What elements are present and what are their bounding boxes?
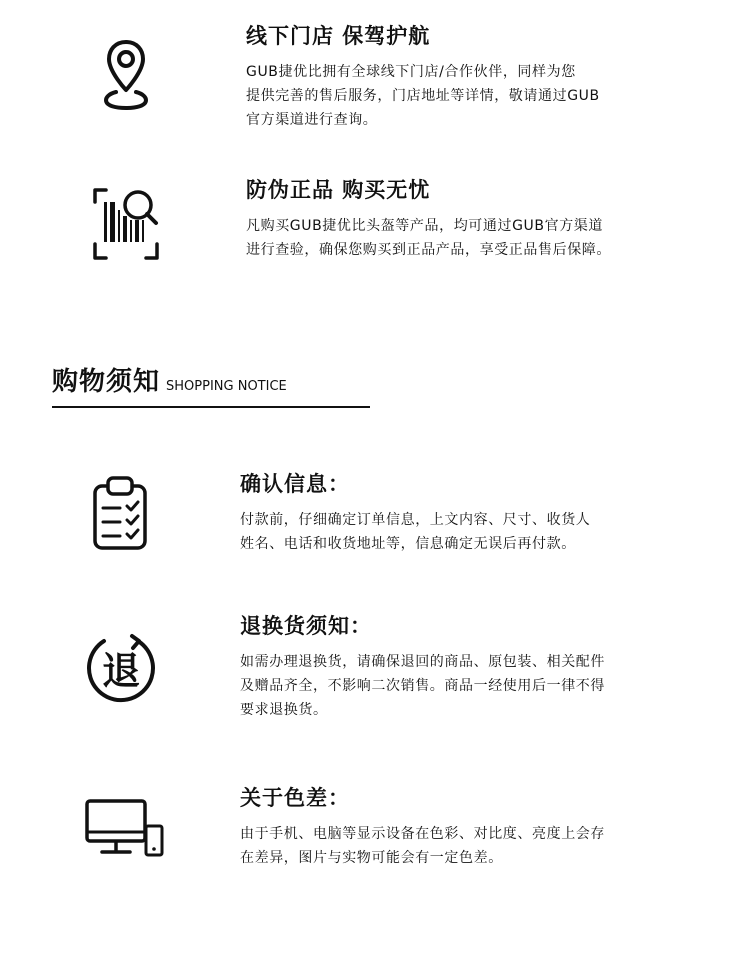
location-pin-icon (100, 36, 152, 112)
text-line: 要求退换货。 (240, 702, 328, 718)
return-section-title: 退换货须知： (240, 614, 372, 638)
text-line: 如需办理退换货，请确保退回的商品、原包装、相关配件 (240, 654, 605, 670)
text-line: 付款前，仔细确定订单信息，上文内容、尺寸、收货人 (240, 512, 591, 528)
text-line: 姓名、电话和收货地址等，信息确定无误后再付款。 (240, 536, 576, 552)
confirm-section-text (240, 508, 590, 556)
color-section-text (240, 822, 605, 870)
text-line: 及赠品齐全，不影响二次销售。商品一经使用后一律不得 (240, 678, 605, 694)
text-line: 凡购买GUB捷优比头盔等产品，均可通过GUB官方渠道 (246, 218, 603, 234)
notice-title: 购物须知 (52, 367, 161, 397)
confirm-section-title: 确认信息： (240, 472, 350, 496)
shopping-notice-heading (52, 362, 370, 408)
return-circle-icon (82, 632, 160, 710)
monitor-phone-icon (84, 798, 166, 858)
text-line: 由于手机、电脑等显示设备在色彩、对比度、亮度上会存 (240, 826, 605, 842)
authentic-section-text (246, 214, 611, 262)
text-line: GUB捷优比拥有全球线下门店/合作伙伴，同样为您 (246, 64, 576, 80)
barcode-scan-icon (92, 186, 160, 262)
text-line: 提供完善的售后服务，门店地址等详情，敬请通过GUB (246, 88, 600, 104)
clipboard-checklist-icon (92, 474, 148, 550)
text-line: 在差异，图片与实物可能会有一定色差。 (240, 850, 503, 866)
text-line: 官方渠道进行查询。 (246, 112, 378, 128)
notice-subtitle: SHOPPING NOTICE (166, 379, 287, 394)
store-section-text (246, 60, 600, 132)
store-section-title: 线下门店 保驾护航 (246, 24, 431, 48)
color-section-title: 关于色差： (240, 786, 350, 810)
return-icon-character: 退 (101, 649, 140, 693)
return-section-text (240, 650, 605, 722)
authentic-section-title: 防伪正品 购买无忧 (246, 178, 431, 202)
text-line: 进行查验，确保您购买到正品产品，享受正品售后保障。 (246, 242, 611, 258)
